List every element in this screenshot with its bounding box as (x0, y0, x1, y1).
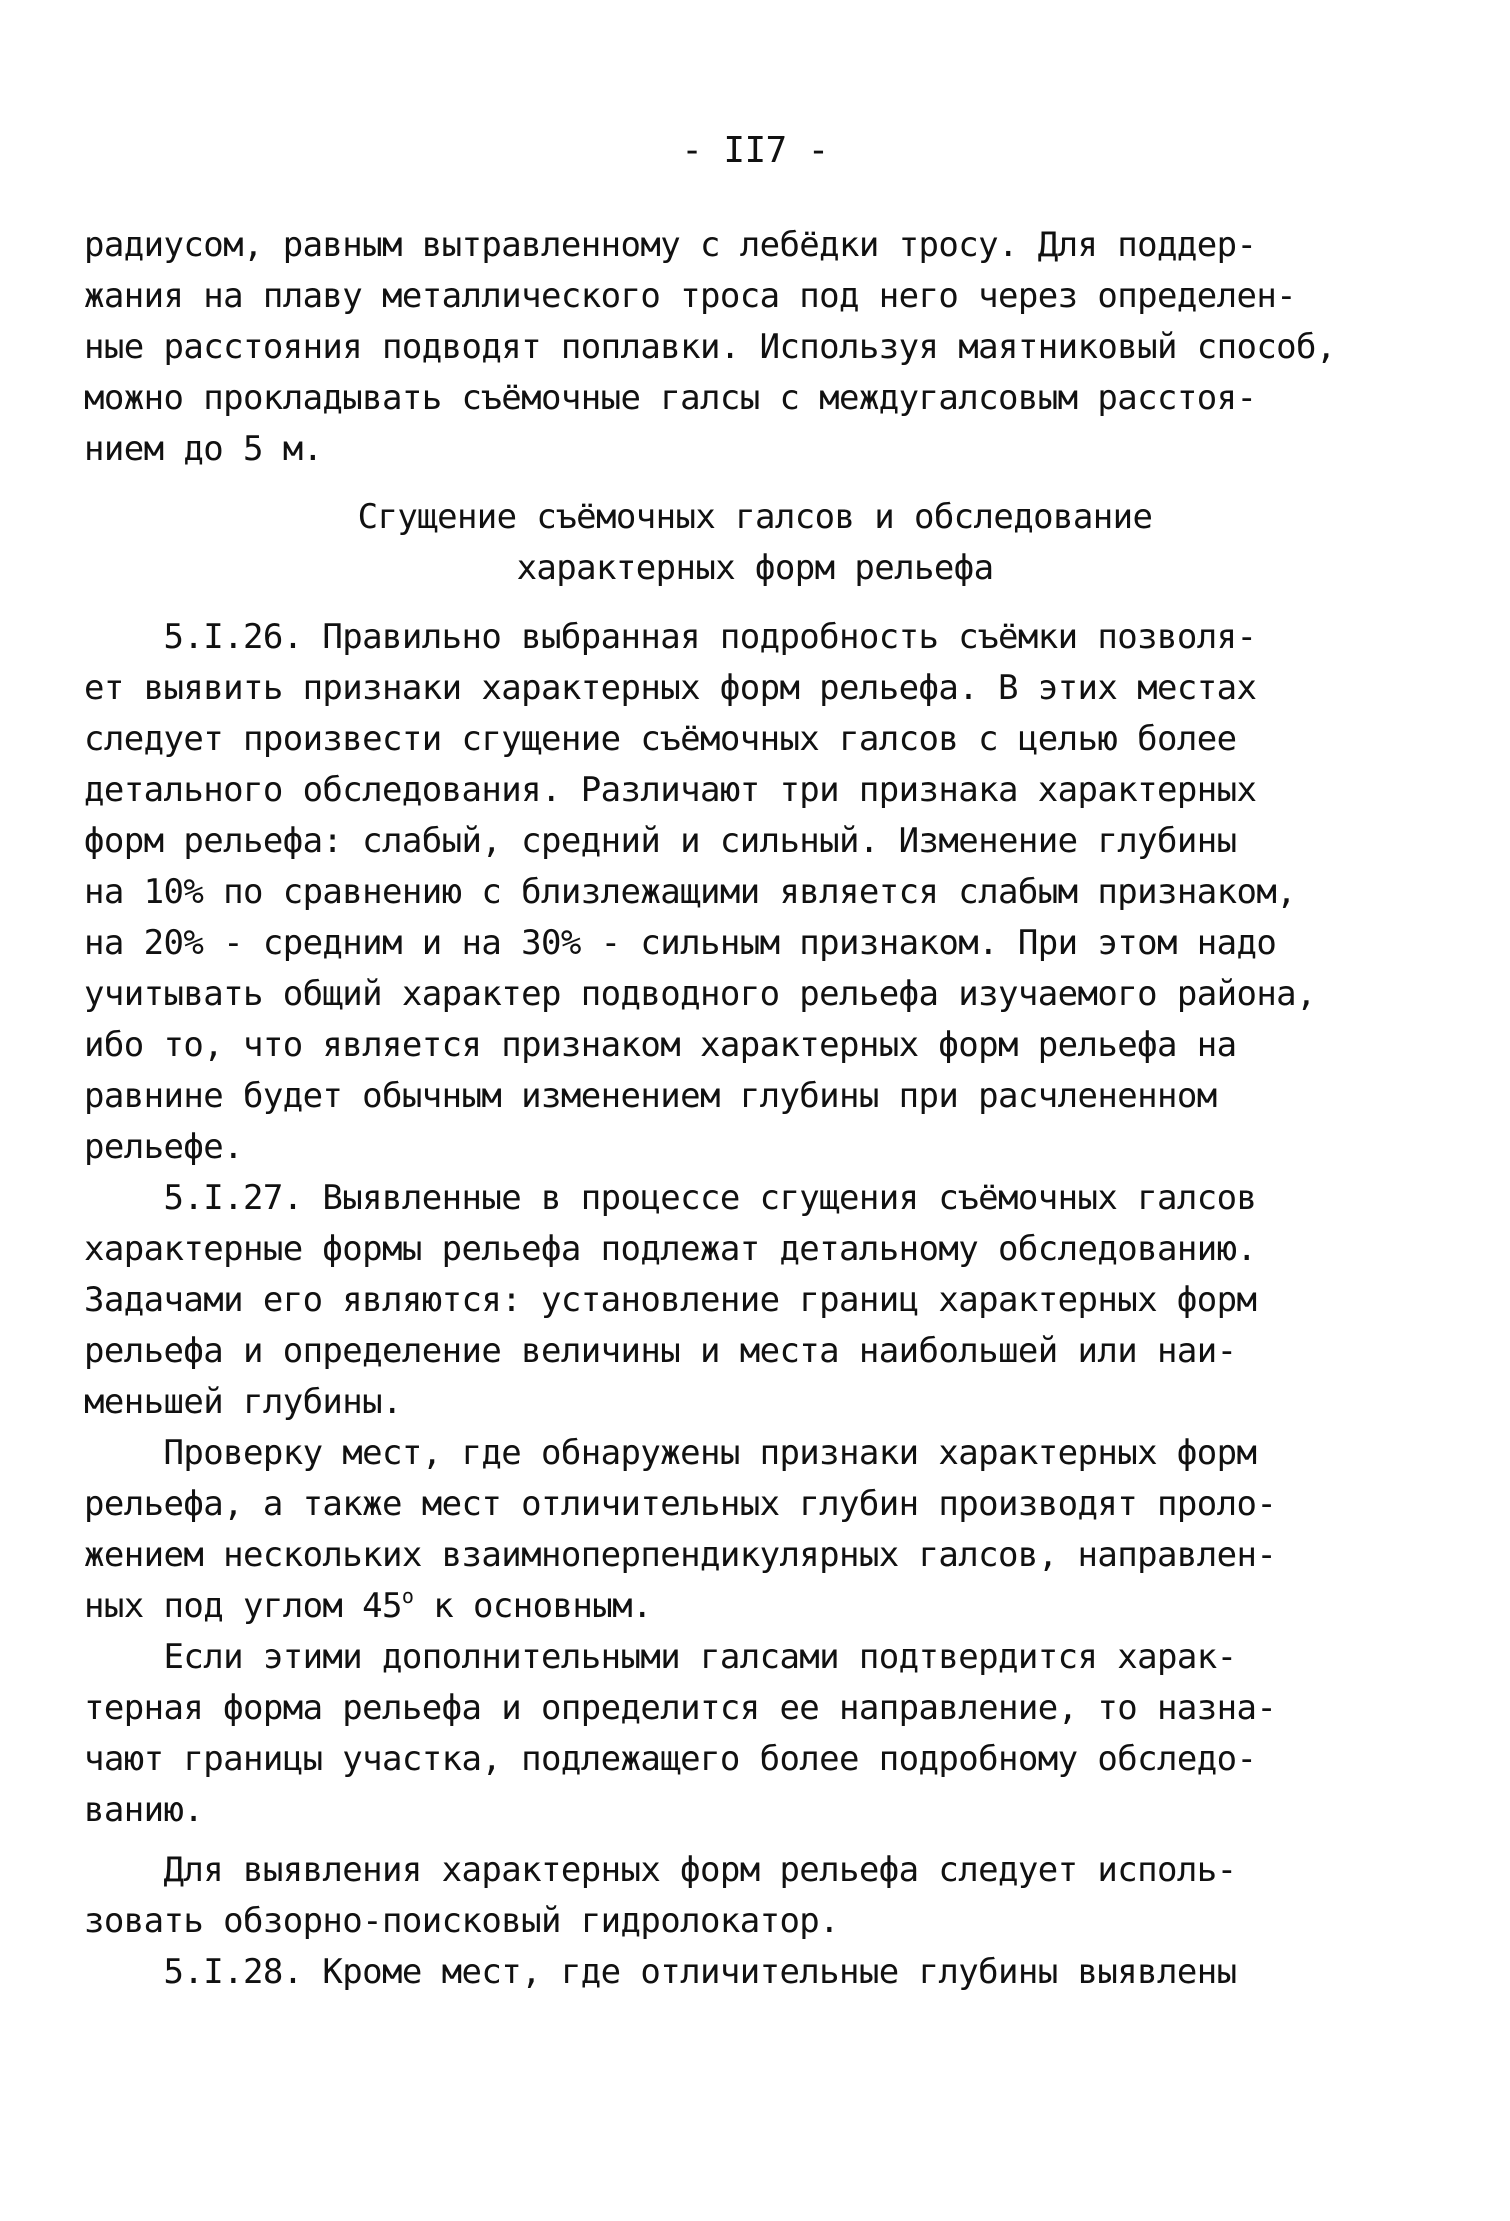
text-line: можно прокладывать съёмочные галсы с междугалсовым расстоя- (84, 378, 1257, 418)
text-line: ет выявить признаки характерных форм рельефа. В этих местах (84, 668, 1257, 708)
text-line: следует произвести сгущение съёмочных галсов с целью более (84, 719, 1237, 759)
text-line: ные расстояния подводят поплавки. Используя маятниковый способ, (84, 327, 1336, 367)
text-line: Если этими дополнительными галсами подтвердится харак- (84, 1637, 1237, 1677)
text-line: форм рельефа: слабый, средний и сильный. Изменение глубины (84, 821, 1237, 861)
text-line: на 20% - средним и на 30% - сильным признаком. При этом надо (84, 923, 1277, 963)
text-line: рельефа, а также мест отличительных глубин производят проло- (84, 1484, 1277, 1524)
text-line: Проверку мест, где обнаружены признаки характерных форм (84, 1433, 1257, 1473)
text-line: 5.I.26. Правильно выбранная подробность съёмки позволя- (84, 617, 1257, 657)
text-line: жания на плаву металлического троса под него через определен- (84, 276, 1297, 316)
text-line: ибо то, что является признаком характерных форм рельефа на (84, 1025, 1237, 1065)
text-line: зовать обзорно-поисковый гидролокатор. (84, 1901, 840, 1941)
text-line: терная форма рельефа и определится ее направление, то назна- (84, 1688, 1277, 1728)
text-line: нием до 5 м. (84, 429, 323, 469)
text-line: Задачами его являются: установление границ характерных форм (84, 1280, 1257, 1320)
section-heading-line-1: Сгущение съёмочных галсов и обследование (357, 497, 1153, 537)
text-line: 5.I.28. Кроме мест, где отличительные глубины выявлены (84, 1952, 1237, 1992)
degree-superscript: o (401, 1584, 414, 1608)
text-line: учитывать общий характер подводного рельефа изучаемого района, (84, 974, 1316, 1014)
text-line: характерные формы рельефа подлежат детальному обследованию. (84, 1229, 1257, 1269)
text-line: равнине будет обычным изменением глубины при расчлененном (84, 1076, 1217, 1116)
text-fragment: ных под углом 45 (84, 1586, 402, 1626)
text-line: меньшей глубины. (84, 1382, 402, 1422)
text-line: чают границы участка, подлежащего более подробному обследо- (84, 1739, 1257, 1779)
text-line: рельефе. (84, 1127, 243, 1167)
text-line: Для выявления характерных форм рельефа следует исполь- (84, 1850, 1237, 1890)
text-line: жением нескольких взаимноперпендикулярных галсов, направлен- (84, 1535, 1277, 1575)
text-line: радиусом, равным вытравленному с лебёдки тросу. Для поддер- (84, 225, 1257, 265)
section-heading-line-2: характерных форм рельефа (516, 548, 994, 588)
text-line: ванию. (84, 1790, 204, 1830)
text-line: на 10% по сравнению с близлежащими является слабым признаком, (84, 872, 1297, 912)
page-number: - II7 - (681, 130, 829, 171)
text-fragment: к основным. (413, 1586, 652, 1626)
text-line: рельефа и определение величины и места наибольшей или наи- (84, 1331, 1237, 1371)
text-line (84, 1584, 652, 1626)
text-line: детального обследования. Различают три признака характерных (84, 770, 1257, 810)
text-line: 5.I.27. Выявленные в процессе сгущения съёмочных галсов (84, 1178, 1257, 1218)
